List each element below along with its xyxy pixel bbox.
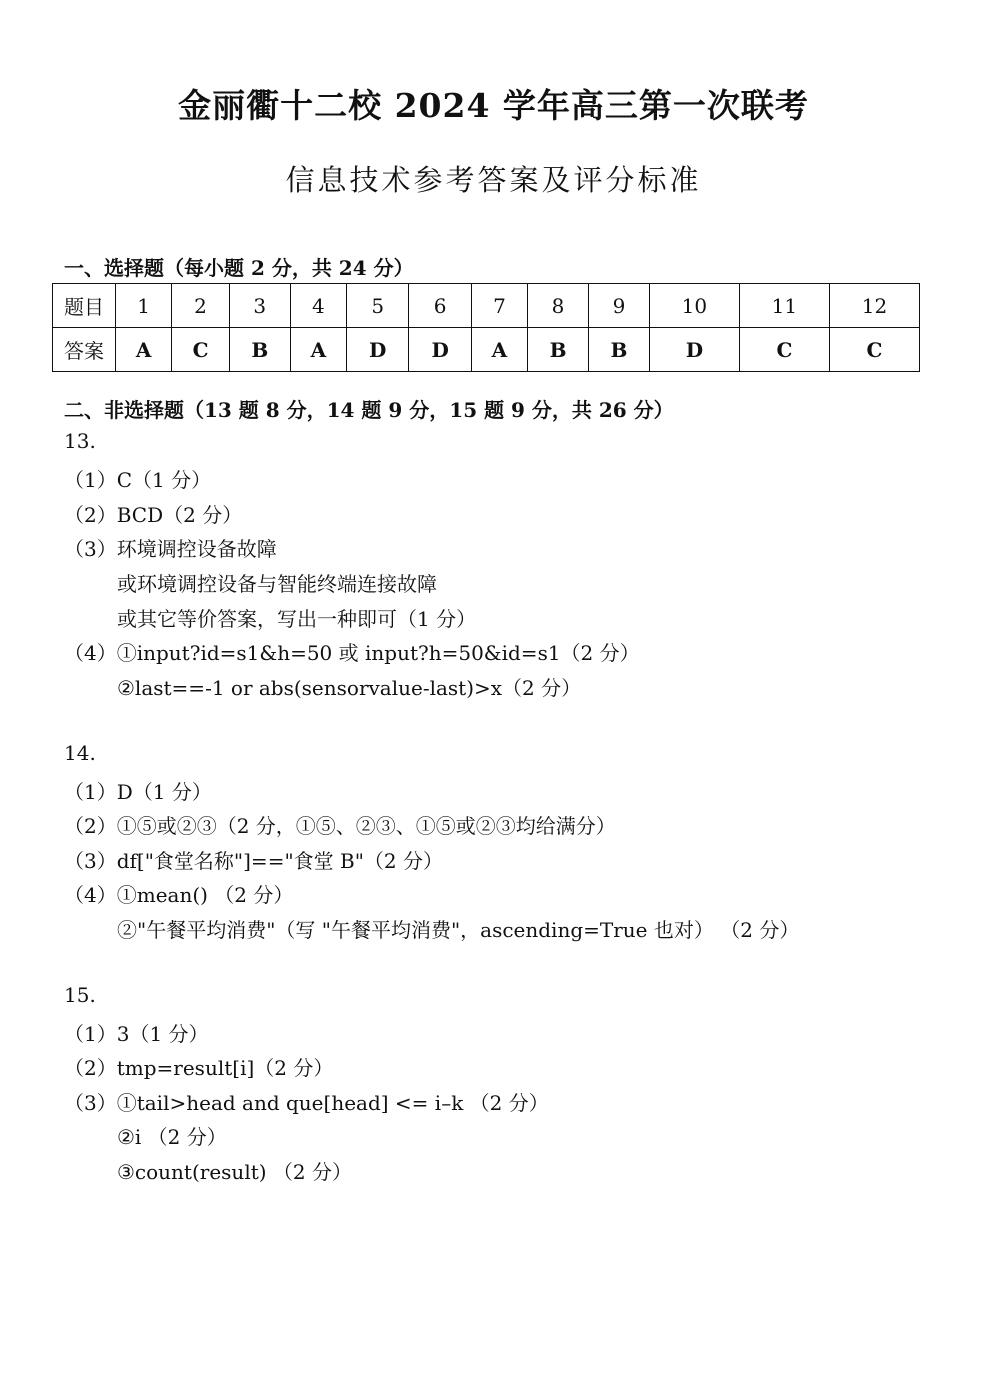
q14-line: （1）D（1 分） bbox=[64, 780, 212, 804]
question-number-cell: 5 bbox=[347, 284, 409, 328]
answer-row bbox=[53, 328, 920, 372]
q14-line: （2）①⑤或②③（2 分，①⑤、②③、①⑤或②③均给满分） bbox=[64, 814, 616, 838]
q14-line: （4）①mean() （2 分） bbox=[64, 883, 294, 907]
question-number-cell: 8 bbox=[528, 284, 589, 328]
question-number-cell: 3 bbox=[229, 284, 290, 328]
question-number-cell: 2 bbox=[172, 284, 230, 328]
answer-cell: D bbox=[347, 328, 409, 372]
answer-cell: B bbox=[229, 328, 290, 372]
question-number-cell: 4 bbox=[290, 284, 346, 328]
answer-cell: B bbox=[528, 328, 589, 372]
q13-number: 13. bbox=[64, 429, 96, 453]
answer-table bbox=[52, 283, 920, 372]
question-row bbox=[53, 284, 920, 328]
answer-cell: C bbox=[829, 328, 919, 372]
q15-number: 15. bbox=[64, 983, 96, 1007]
question-number-cell: 6 bbox=[409, 284, 471, 328]
answer-cell: C bbox=[739, 328, 829, 372]
answer-row-header: 答案 bbox=[53, 328, 116, 372]
document-subtitle: 信息技术参考答案及评分标准 bbox=[285, 163, 702, 197]
document-title: 金丽衢十二校 2024 学年高三第一次联考 bbox=[178, 86, 809, 125]
section1-heading: 一、选择题（每小题 2 分，共 24 分） bbox=[64, 256, 414, 280]
q15-line: ②i （2 分） bbox=[117, 1125, 227, 1149]
answer-cell: A bbox=[116, 328, 172, 372]
section2-heading: 二、非选择题（13 题 8 分，14 题 9 分，15 题 9 分，共 26 分） bbox=[64, 398, 674, 422]
question-number-cell: 9 bbox=[588, 284, 649, 328]
answer-cell: B bbox=[588, 328, 649, 372]
q15-line: （2）tmp=result[i]（2 分） bbox=[64, 1056, 334, 1080]
answer-cell: A bbox=[290, 328, 346, 372]
q14-number: 14. bbox=[64, 741, 96, 765]
answer-cell: D bbox=[409, 328, 471, 372]
question-number-cell: 10 bbox=[649, 284, 739, 328]
q13-line: （3）环境调控设备故障 bbox=[64, 537, 277, 561]
question-row-header: 题目 bbox=[53, 284, 116, 328]
answer-cell: D bbox=[649, 328, 739, 372]
q15-line: （3）①tail>head and que[head] <= i–k （2 分） bbox=[64, 1091, 549, 1115]
q14-line: （3）df["食堂名称"]=="食堂 B"（2 分） bbox=[64, 849, 443, 873]
q13-line: 或环境调控设备与智能终端连接故障 bbox=[117, 572, 437, 596]
question-number-cell: 12 bbox=[829, 284, 919, 328]
question-number-cell: 7 bbox=[471, 284, 527, 328]
question-number-cell: 11 bbox=[739, 284, 829, 328]
answer-cell: C bbox=[172, 328, 230, 372]
q13-line: 或其它等价答案，写出一种即可（1 分） bbox=[117, 607, 477, 631]
q14-line: ②"午餐平均消费"（写 "午餐平均消费"，ascending=True 也对） （2 分） bbox=[117, 918, 800, 942]
q15-line: （1）3（1 分） bbox=[64, 1022, 209, 1046]
q13-line: （4）①input?id=s1&h=50 或 input?h=50&id=s1（2 分） bbox=[64, 641, 640, 665]
question-number-cell: 1 bbox=[116, 284, 172, 328]
q15-line: ③count(result) （2 分） bbox=[117, 1160, 352, 1184]
q13-line: ②last==-1 or abs(sensorvalue-last)>x（2 分） bbox=[117, 676, 582, 700]
q13-line: （2）BCD（2 分） bbox=[64, 503, 243, 527]
answer-cell: A bbox=[471, 328, 527, 372]
q13-line: （1）C（1 分） bbox=[64, 468, 212, 492]
